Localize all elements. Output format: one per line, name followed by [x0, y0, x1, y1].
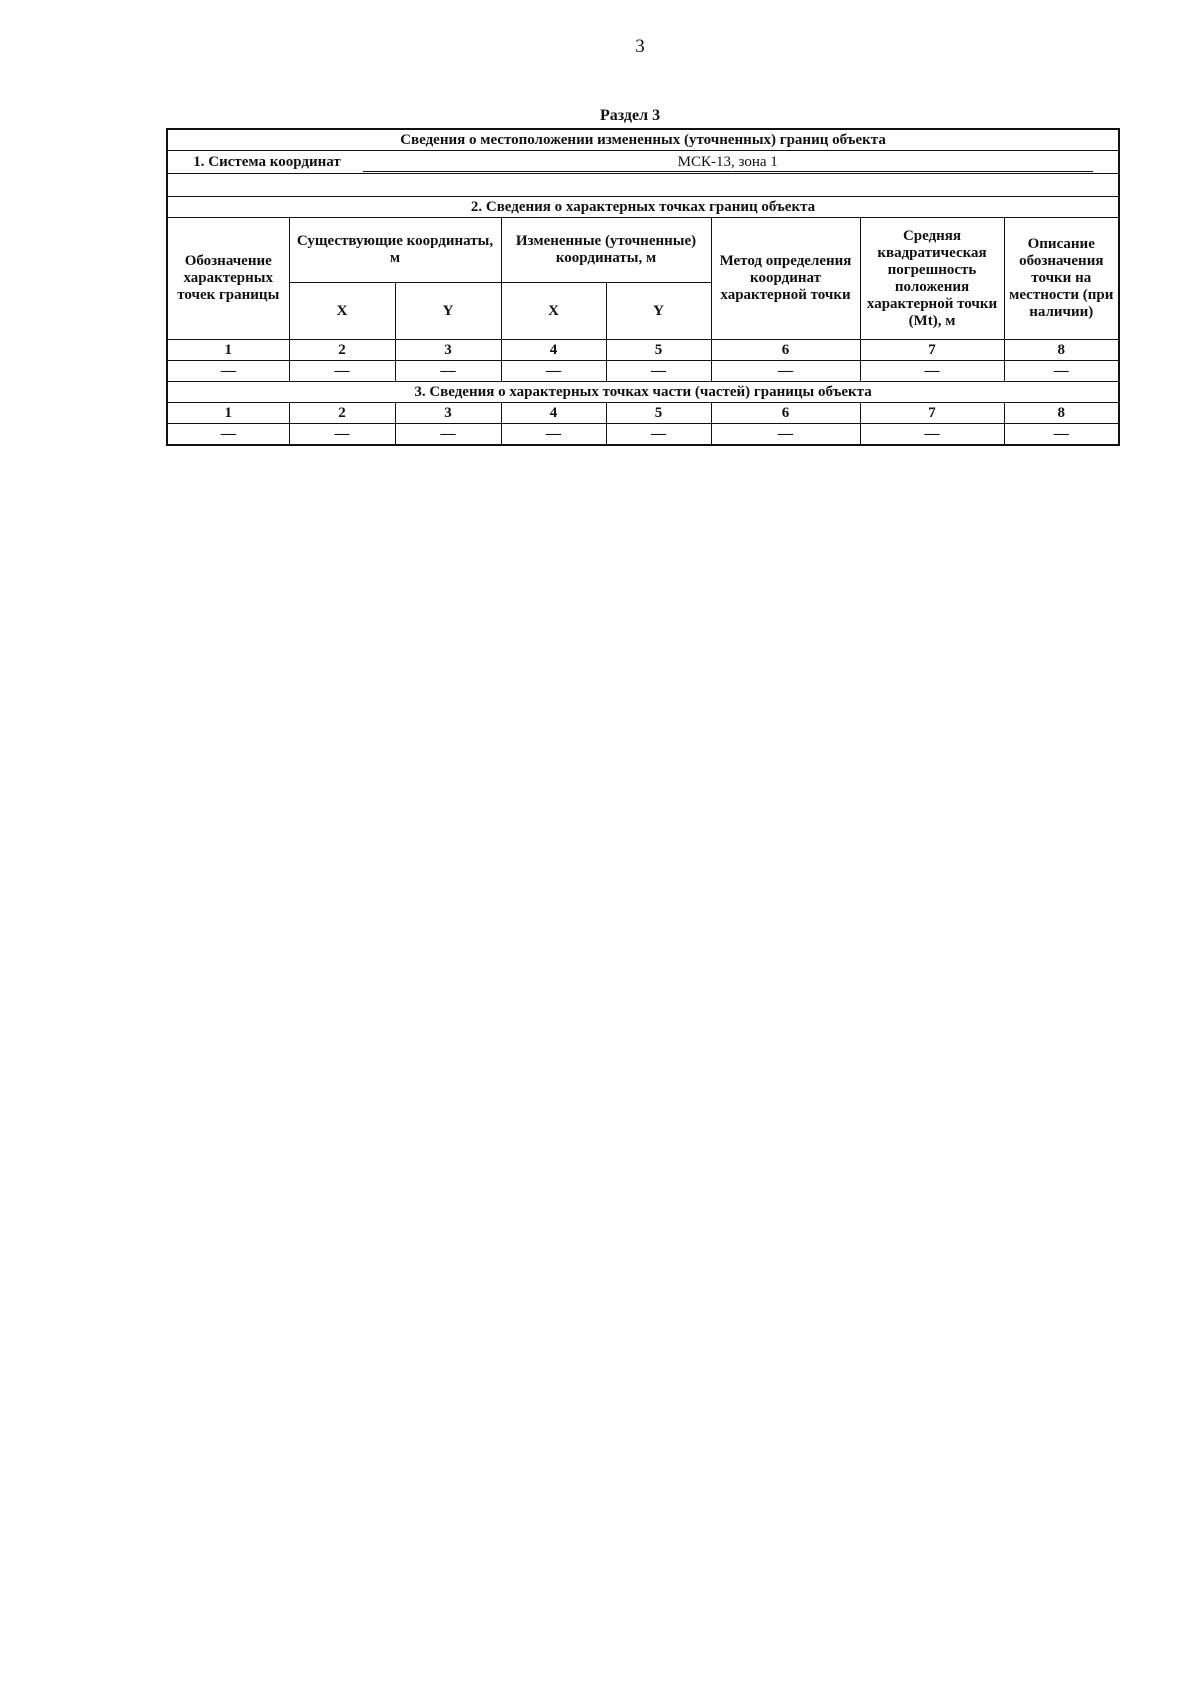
column-number: 7 [860, 403, 1004, 424]
empty-cell: — [606, 424, 711, 446]
empty-cell: — [606, 361, 711, 382]
empty-cell: — [711, 424, 860, 446]
header-existing-x: X [289, 283, 395, 340]
column-number: 8 [1004, 340, 1119, 361]
part2-column-numbers [167, 340, 1119, 361]
coord-system-value: МСК-13, зона 1 [363, 153, 1093, 172]
column-number: 3 [395, 403, 501, 424]
empty-cell: — [167, 361, 289, 382]
table-row [167, 361, 1119, 382]
column-number: 3 [395, 340, 501, 361]
empty-cell: — [289, 361, 395, 382]
column-number: 4 [501, 340, 606, 361]
section-title: Раздел 3 [600, 107, 661, 124]
column-number: 2 [289, 403, 395, 424]
empty-cell: — [395, 424, 501, 446]
empty-cell: — [167, 424, 289, 446]
empty-cell: — [1004, 361, 1119, 382]
empty-cell: — [711, 361, 860, 382]
empty-cell: — [1004, 424, 1119, 446]
boundary-points-table [166, 128, 1120, 446]
column-number: 1 [167, 340, 289, 361]
column-number: 7 [860, 340, 1004, 361]
header-method: Метод определения координат характерной точки [711, 218, 860, 340]
part2-title: 2. Сведения о характерных точках границ объекта [167, 197, 1119, 218]
blank-row [167, 174, 1119, 197]
header-existing-coords: Существующие координаты, м [289, 218, 501, 283]
column-number: 1 [167, 403, 289, 424]
empty-cell: — [289, 424, 395, 446]
empty-cell: — [860, 361, 1004, 382]
section-banner: Сведения о местоположении измененных (уточненных) границ объекта [167, 129, 1119, 151]
coord-system-label: 1. Система координат [193, 153, 341, 170]
column-number: 8 [1004, 403, 1119, 424]
column-number: 2 [289, 340, 395, 361]
table-row [167, 424, 1119, 446]
empty-cell: — [860, 424, 1004, 446]
empty-cell: — [501, 361, 606, 382]
part3-column-numbers [167, 403, 1119, 424]
column-number: 6 [711, 403, 860, 424]
header-changed-y: Y [606, 283, 711, 340]
column-number: 6 [711, 340, 860, 361]
column-number: 4 [501, 403, 606, 424]
column-number: 5 [606, 340, 711, 361]
coord-system-row [167, 151, 1119, 174]
column-number: 5 [606, 403, 711, 424]
header-accuracy: Средняя квадратическая погрешность положения характерной точки (Mt), м [860, 218, 1004, 340]
header-description: Описание обозначения точки на местности (при наличии) [1004, 218, 1119, 340]
header-designation: Обозначение характерных точек границы [167, 218, 289, 340]
part3-title: 3. Сведения о характерных точках части (частей) границы объекта [167, 382, 1119, 403]
empty-cell: — [395, 361, 501, 382]
page-number: 3 [635, 36, 645, 57]
header-existing-y: Y [395, 283, 501, 340]
header-changed-coords: Измененные (уточненные) координаты, м [501, 218, 711, 283]
empty-cell: — [501, 424, 606, 446]
header-changed-x: X [501, 283, 606, 340]
